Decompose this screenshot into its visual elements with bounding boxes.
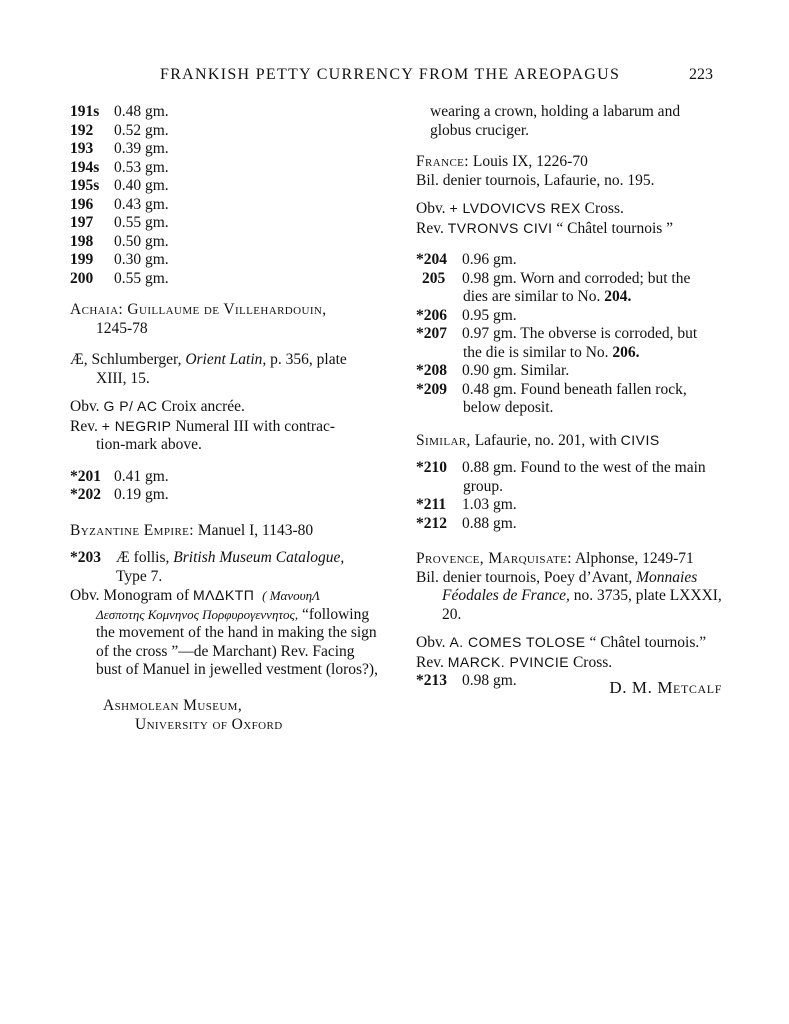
coin-entry-209-cont: below deposit.: [463, 399, 554, 416]
similar-heading: Similar, Lafaurie, no. 201, with CIVIS: [416, 431, 660, 449]
coin-entry-210: *210 0.88 gm. Found to the west of the main: [416, 459, 706, 476]
coin-entry-208: *208 0.90 gm. Similar.: [416, 362, 570, 379]
coin-entry-207: *207 0.97 gm. The obverse is corroded, but: [416, 325, 698, 342]
coin-weight: 0.48 gm.: [114, 103, 169, 120]
coin-entry: [70, 251, 390, 270]
coin-number: 194s: [70, 158, 100, 176]
achaia-reverse: Rev. + NEGRIP Numeral III with contrac- tion-mark above.: [70, 417, 336, 453]
coin-entry-210-cont: group.: [463, 477, 504, 495]
coin-weight: 0.43 gm.: [114, 195, 169, 213]
coin-entry-203-type: Type 7.: [116, 567, 163, 585]
coin-list-a: [70, 103, 390, 288]
coin-entry-206: *206 0.95 gm.: [416, 306, 517, 324]
provence-obverse: Obv. A. COMES TOLOSE “ Châtel tournois.”: [416, 634, 707, 651]
achaia-heading: Achaia: Guillaume de Villehardouin, 1245-78: [70, 301, 327, 337]
coin-weight: 0.19 gm.: [114, 486, 169, 503]
continuation-text: wearing a crown, holding a labarum and globus cruciger.: [430, 103, 681, 139]
running-title: FRANKISH PETTY CURRENCY FROM THE AREOPAGUS: [160, 66, 621, 83]
coin-weight: 0.53 gm.: [114, 158, 169, 176]
provence-heading: Provence, Marquisate: Alphonse, 1249-71: [416, 550, 694, 567]
coin-entry: [70, 140, 390, 159]
coin-entry: [70, 214, 390, 233]
coin-entry: [70, 103, 390, 122]
coin-number: 198: [70, 232, 94, 250]
coin-number: *201: [70, 467, 101, 485]
byzantine-heading: Byzantine Empire: Manuel I, 1143-80: [70, 521, 314, 539]
coin-weight: 0.30 gm.: [114, 251, 169, 268]
coin-entry-213: *213 0.98 gm.: [416, 672, 517, 689]
coin-entry-207-cont: the die is similar to No. 206.: [463, 343, 640, 361]
coin-number: 191s: [70, 103, 100, 120]
coin-weight: 0.55 gm.: [114, 269, 169, 287]
coin-number: 195s: [70, 177, 100, 194]
france-heading: France: Louis IX, 1226-70: [416, 153, 588, 170]
coin-entry-211: *211 1.03 gm.: [416, 496, 517, 513]
coin-entry-205-cont: dies are similar to No. 204.: [463, 288, 632, 305]
coin-entry: [70, 486, 390, 505]
author-affiliation: Ashmolean Museum, University of Oxford: [103, 697, 283, 733]
right-column: [416, 103, 730, 691]
coin-number: 196: [70, 195, 94, 213]
coin-entry-205: 205 0.98 gm. Worn and corroded; but the: [422, 269, 691, 287]
coin-entry-209: *209 0.48 gm. Found beneath fallen rock,: [416, 380, 687, 398]
monogram-description: Obv. Monogram of ΜΛΔΚΤΠ ( ΜανουηΛ Δεσποτης Κομνηνος Πορφυρογεννητος, “following the movement of the hand in making the sign of the cross ”—de Marchant) Rev. Facing bust of Manuel in jewelled vestment (loros?),: [70, 587, 378, 678]
coin-weight: 0.52 gm.: [114, 121, 169, 139]
coin-number: 200: [70, 269, 94, 287]
coin-weight: 0.55 gm.: [114, 214, 169, 231]
coin-weight: 0.41 gm.: [114, 467, 169, 485]
coin-entry: [70, 159, 390, 178]
france-reference: Bil. denier tournois, Lafaurie, no. 195.: [416, 171, 655, 189]
coin-entry: [70, 233, 390, 252]
provence-reverse: Rev. MARCK. PVINCIE Cross.: [416, 653, 613, 671]
coin-number: 192: [70, 121, 94, 139]
coin-entry-203: *203 Æ follis, British Museum Catalogue,: [70, 549, 345, 566]
coin-number: 199: [70, 251, 94, 268]
provence-reference: Bil. denier tournois, Poey d’Avant, Monnaies Féodales de France, no. 3735, plate LXXXI, 20.: [416, 568, 722, 623]
france-obverse: Obv. + LVDOVICVS REX Cross.: [416, 200, 624, 217]
achaia-reference: Æ, Schlumberger, Orient Latin, p. 356, plate XIII, 15.: [70, 351, 347, 387]
running-header: [0, 66, 789, 88]
achaia-obverse: Obv. G P/ AC Croix ancrée.: [70, 398, 245, 415]
coin-entry: [70, 196, 390, 215]
coin-weight: 0.39 gm.: [114, 140, 169, 157]
author-signature: D. M. Metcalf: [609, 678, 722, 697]
left-column: [70, 103, 390, 680]
coin-number: 197: [70, 214, 94, 231]
coin-number: 193: [70, 140, 94, 157]
page-number: 223: [689, 66, 713, 83]
coin-weight: 0.40 gm.: [114, 177, 169, 194]
coin-entry: [70, 122, 390, 141]
coin-weight: 0.50 gm.: [114, 232, 169, 250]
coin-entry: [70, 468, 390, 487]
france-reverse: Rev. TVRONVS CIVI “ Châtel tournois ”: [416, 219, 674, 237]
coin-entry: [70, 270, 390, 289]
coin-number: *202: [70, 486, 101, 503]
coin-entry-204: *204 0.96 gm.: [416, 251, 517, 268]
coin-entry: [70, 177, 390, 196]
coin-list-b: [70, 468, 390, 505]
coin-entry-212: *212 0.88 gm.: [416, 514, 517, 532]
